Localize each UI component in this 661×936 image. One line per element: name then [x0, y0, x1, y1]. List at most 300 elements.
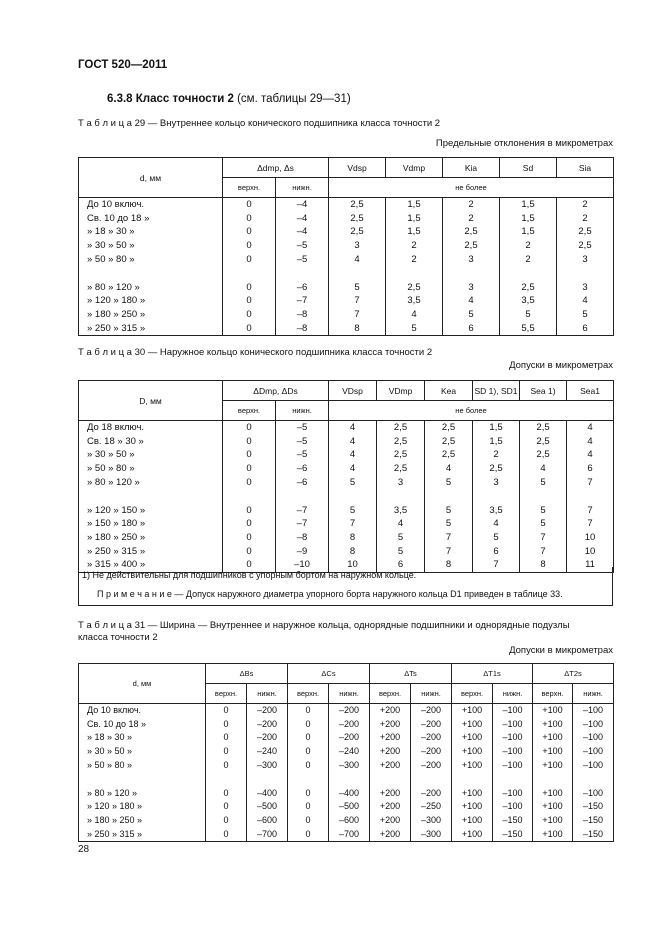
t30-cell: 2,5	[377, 462, 425, 476]
t29-header-d: d, мм	[79, 158, 223, 198]
t31-cell: –700	[329, 828, 370, 842]
t30-header-kea: Kea	[425, 381, 473, 401]
t31-cell: 0	[288, 828, 329, 842]
t31-cell: +100	[533, 828, 573, 842]
t29-cell: 3,5	[500, 294, 557, 308]
t30-cell: 8	[329, 545, 377, 559]
table30-footnote: 1) Не действительны для подшипников с упорным бортом на наружном кольце.	[82, 570, 417, 580]
t31-cell: –200	[247, 718, 288, 732]
t30-row-label: » 315 » 400 »	[79, 558, 223, 572]
t31-cell: –150	[573, 800, 614, 814]
t30-row-label: » 250 » 315 »	[79, 545, 223, 559]
t31-cell: –100	[493, 718, 533, 732]
t29-cell: 3,5	[386, 294, 443, 308]
t30-cell: 1,5	[473, 435, 520, 449]
t29-cell: 2,5	[557, 239, 614, 253]
t31-cell: –100	[573, 745, 614, 759]
t29-row-label	[79, 267, 223, 281]
t31-row	[79, 773, 614, 787]
t31-cell: 0	[288, 731, 329, 745]
t31-cell: +100	[533, 759, 573, 773]
t31-cell: +200	[370, 745, 411, 759]
t29-row	[79, 198, 614, 212]
t30-cell: 2,5	[520, 435, 567, 449]
t29-cell: 1,5	[386, 212, 443, 226]
t31-cell: –200	[411, 704, 452, 718]
t31-cell: –240	[247, 745, 288, 759]
t30-cell	[329, 490, 377, 504]
t29-cell: 7	[329, 294, 386, 308]
t31-cell: –100	[573, 718, 614, 732]
t29-cell: 6	[443, 322, 500, 336]
t29-header-sia: Sia	[557, 158, 614, 178]
t29-row	[79, 225, 614, 239]
t30-cell: 4	[520, 462, 567, 476]
t29-row	[79, 239, 614, 253]
t31-cell: 0	[206, 787, 247, 801]
t30-row	[79, 545, 614, 559]
t29-cell	[329, 267, 386, 281]
t30-row-label: Св. 18 » 30 »	[79, 435, 223, 449]
t31-cell: +200	[370, 814, 411, 828]
t30-header-d: D, мм	[79, 381, 223, 421]
t31-header-ts: ΔTs	[370, 664, 452, 684]
t30-cell: 4	[329, 435, 377, 449]
t31-cell: –100	[493, 800, 533, 814]
t30-cell: 4	[329, 448, 377, 462]
t31-cell: –500	[329, 800, 370, 814]
t31-row-label: До 10 включ.	[79, 704, 206, 718]
t31-cell: 0	[206, 828, 247, 842]
t29-header-sd: Sd	[500, 158, 557, 178]
table30-units: Допуски в микрометрах	[509, 360, 613, 371]
t29-cell: 1,5	[386, 225, 443, 239]
t31-cell	[329, 773, 370, 787]
t31-sub-lower: нижн.	[493, 684, 533, 704]
t29-sub-lower: нижн.	[276, 178, 329, 198]
t30-header-sd: SD 1), SD1	[473, 381, 520, 401]
t29-cell: –5	[276, 253, 329, 267]
t29-cell: –4	[276, 225, 329, 239]
t31-cell: 0	[288, 787, 329, 801]
t31-cell	[573, 773, 614, 787]
t30-cell: –10	[276, 558, 329, 572]
t30-row	[79, 421, 614, 435]
t31-cell: +100	[533, 718, 573, 732]
t31-cell: +200	[370, 800, 411, 814]
t31-cell	[411, 773, 452, 787]
t31-cell: –100	[573, 787, 614, 801]
t30-row	[79, 476, 614, 490]
t29-cell: –8	[276, 308, 329, 322]
t31-row-label	[79, 773, 206, 787]
t31-sub-lower: нижн.	[573, 684, 614, 704]
t30-cell: 3	[473, 476, 520, 490]
t29-cell: 1,5	[386, 198, 443, 212]
t30-cell: –5	[276, 421, 329, 435]
t30-cell: 5	[329, 504, 377, 518]
t31-cell: +200	[370, 828, 411, 842]
t31-row	[79, 704, 614, 718]
t30-cell: –6	[276, 462, 329, 476]
t30-cell: 2,5	[520, 421, 567, 435]
t30-row-label: » 150 » 180 »	[79, 517, 223, 531]
t29-cell: 2	[386, 253, 443, 267]
t31-cell: 0	[288, 718, 329, 732]
t31-cell: +200	[370, 731, 411, 745]
t29-cell	[500, 267, 557, 281]
t31-cell: +100	[452, 745, 493, 759]
t31-cell: –250	[411, 800, 452, 814]
t31-cell: 0	[288, 704, 329, 718]
t30-cell: 2	[473, 448, 520, 462]
t31-cell: –500	[247, 800, 288, 814]
t30-cell: 7	[425, 531, 473, 545]
t30-cell	[377, 490, 425, 504]
t30-cell: 5	[377, 531, 425, 545]
t30-cell: 6	[473, 545, 520, 559]
table29-caption: Т а б л и ц а 29 — Внутреннее кольцо конического подшипника класса точности 2	[78, 118, 441, 129]
t29-row	[79, 253, 614, 267]
t31-row	[79, 800, 614, 814]
t29-cell: 3	[557, 281, 614, 295]
t29-cell: 2,5	[557, 225, 614, 239]
t30-cell: 0	[223, 504, 276, 518]
t31-cell: –300	[329, 759, 370, 773]
t31-sub-upper: верхн.	[452, 684, 493, 704]
t30-cell: 2,5	[520, 448, 567, 462]
section-ref: (см. таблицы 29—31)	[237, 93, 351, 105]
t31-cell	[493, 773, 533, 787]
t30-cell: 0	[223, 545, 276, 559]
t30-cell: –9	[276, 545, 329, 559]
t29-cell: 5	[443, 308, 500, 322]
t31-cell: –100	[573, 731, 614, 745]
t30-cell: 5	[520, 504, 567, 518]
t29-cell: 5	[329, 281, 386, 295]
t30-cell: 8	[520, 558, 567, 572]
t29-cell: 5,5	[500, 322, 557, 336]
t31-row	[79, 759, 614, 773]
t29-cell: 0	[223, 322, 276, 336]
t29-cell: 4	[386, 308, 443, 322]
t30-row	[79, 435, 614, 449]
t30-row-label: » 120 » 150 »	[79, 504, 223, 518]
t31-cell: –100	[493, 759, 533, 773]
t31-cell: –150	[573, 828, 614, 842]
t29-cell: 1,5	[500, 225, 557, 239]
t31-cell: 0	[206, 731, 247, 745]
t29-header-vdsp: Vdsp	[329, 158, 386, 178]
t30-cell: –7	[276, 504, 329, 518]
t31-cell: +200	[370, 704, 411, 718]
t31-cell: +100	[452, 828, 493, 842]
t31-cell: 0	[206, 704, 247, 718]
t30-cell: 0	[223, 421, 276, 435]
t30-row	[79, 490, 614, 504]
t31-cell: –600	[247, 814, 288, 828]
t31-cell: –150	[493, 814, 533, 828]
t30-cell: 4	[567, 448, 614, 462]
t30-cell: 7	[473, 558, 520, 572]
section-title: 6.3.8 Класс точности 2	[107, 93, 234, 105]
t30-cell: 3,5	[473, 504, 520, 518]
t31-cell: –400	[247, 787, 288, 801]
t29-cell: 2,5	[329, 198, 386, 212]
t31-row	[79, 828, 614, 842]
t30-cell	[425, 490, 473, 504]
t30-cell: 7	[567, 476, 614, 490]
t30-sub-max: не более	[329, 401, 614, 421]
t30-cell: 5	[520, 517, 567, 531]
t29-cell: 2,5	[386, 281, 443, 295]
t30-cell: 0	[223, 558, 276, 572]
t30-cell: 10	[329, 558, 377, 572]
t29-row	[79, 281, 614, 295]
t30-cell: 7	[567, 517, 614, 531]
t31-cell	[206, 773, 247, 787]
t31-cell: +100	[533, 787, 573, 801]
t29-cell: 7	[329, 308, 386, 322]
t30-row-label: » 50 » 80 »	[79, 462, 223, 476]
t31-row	[79, 814, 614, 828]
t29-cell: 4	[443, 294, 500, 308]
t31-cell: +100	[452, 718, 493, 732]
t29-cell	[386, 267, 443, 281]
t30-cell: 7	[329, 517, 377, 531]
t31-cell: –200	[411, 787, 452, 801]
t31-sub-upper: верхн.	[288, 684, 329, 704]
t29-row-label: Св. 10 до 18 »	[79, 212, 223, 226]
t30-row-label	[79, 490, 223, 504]
t31-sub-lower: нижн.	[329, 684, 370, 704]
t31-row-label: » 30 » 50 »	[79, 745, 206, 759]
t31-cell: 0	[288, 759, 329, 773]
t31-cell: +100	[452, 731, 493, 745]
t29-sub-upper: верхн.	[223, 178, 276, 198]
section-heading	[107, 93, 351, 105]
t30-cell: 0	[223, 462, 276, 476]
t29-cell: –4	[276, 212, 329, 226]
t30-cell: 10	[567, 531, 614, 545]
t31-cell	[452, 773, 493, 787]
t29-row-label: » 30 » 50 »	[79, 239, 223, 253]
t30-cell: 6	[567, 462, 614, 476]
t29-cell: 0	[223, 198, 276, 212]
t30-cell: 7	[567, 504, 614, 518]
t29-cell: 0	[223, 294, 276, 308]
t29-cell: –7	[276, 294, 329, 308]
t31-cell: 0	[206, 814, 247, 828]
t29-row	[79, 212, 614, 226]
t30-cell: 8	[425, 558, 473, 572]
t30-cell: 8	[329, 531, 377, 545]
t30-row	[79, 462, 614, 476]
t29-row-label: » 50 » 80 »	[79, 253, 223, 267]
t31-cell: –200	[411, 745, 452, 759]
t30-cell: 2,5	[425, 448, 473, 462]
t30-cell: 5	[377, 545, 425, 559]
t31-cell: –300	[247, 759, 288, 773]
t29-cell: 2	[500, 253, 557, 267]
t31-cell: –200	[411, 731, 452, 745]
t29-row	[79, 322, 614, 336]
t31-cell: –400	[329, 787, 370, 801]
t31-header-cs: ΔCs	[288, 664, 370, 684]
t31-cell: 0	[206, 800, 247, 814]
t30-cell: –5	[276, 448, 329, 462]
t31-cell: +200	[370, 718, 411, 732]
t31-cell: –200	[329, 704, 370, 718]
t31-cell: –300	[411, 828, 452, 842]
t31-cell: +200	[370, 759, 411, 773]
table31-caption-line2: класса точности 2	[78, 632, 158, 643]
t31-cell: +100	[452, 704, 493, 718]
t31-cell: 0	[206, 759, 247, 773]
t31-row-label: Св. 10 до 18 »	[79, 718, 206, 732]
t31-sub-upper: верхн.	[533, 684, 573, 704]
t29-cell: 2	[557, 198, 614, 212]
t30-cell: 0	[223, 435, 276, 449]
t30-header-sea: Sea 1)	[520, 381, 567, 401]
t29-cell: 2	[500, 239, 557, 253]
t29-row	[79, 294, 614, 308]
t29-cell: 4	[329, 253, 386, 267]
t29-cell: 1,5	[500, 198, 557, 212]
t31-cell: 0	[288, 800, 329, 814]
table30	[78, 380, 614, 573]
t30-cell: 2,5	[425, 421, 473, 435]
t31-row	[79, 745, 614, 759]
t30-cell: 4	[567, 421, 614, 435]
t31-sub-lower: нижн.	[411, 684, 452, 704]
t30-cell	[567, 490, 614, 504]
t30-cell: 0	[223, 517, 276, 531]
table30-notes	[78, 567, 613, 606]
t29-cell	[223, 267, 276, 281]
t31-cell: –700	[247, 828, 288, 842]
t30-cell: 4	[329, 421, 377, 435]
t29-cell: 0	[223, 253, 276, 267]
t30-row	[79, 448, 614, 462]
t31-cell: +100	[452, 787, 493, 801]
t30-cell: 6	[377, 558, 425, 572]
t30-cell: 7	[520, 545, 567, 559]
t30-sub-upper: верхн.	[223, 401, 276, 421]
t30-cell: 11	[567, 558, 614, 572]
t29-cell: 0	[223, 308, 276, 322]
t30-cell: 5	[520, 476, 567, 490]
t31-cell: –150	[573, 814, 614, 828]
t29-cell: 2,5	[329, 212, 386, 226]
t31-cell: –100	[493, 731, 533, 745]
t29-header-kia: Kia	[443, 158, 500, 178]
t31-cell: +100	[533, 731, 573, 745]
t29-cell	[276, 267, 329, 281]
t29-cell: –8	[276, 322, 329, 336]
t31-cell	[370, 773, 411, 787]
t29-cell: 2	[386, 239, 443, 253]
t31-cell: –200	[411, 759, 452, 773]
t31-sub-upper: верхн.	[370, 684, 411, 704]
t31-sub-upper: верхн.	[206, 684, 247, 704]
t30-cell: 4	[473, 517, 520, 531]
t31-cell: –100	[493, 704, 533, 718]
t31-cell: 0	[206, 745, 247, 759]
t31-cell: 0	[288, 814, 329, 828]
t31-cell	[288, 773, 329, 787]
t31-cell: –100	[573, 704, 614, 718]
t31-cell: –200	[247, 704, 288, 718]
t30-cell: 3,5	[377, 504, 425, 518]
t31-row	[79, 731, 614, 745]
t29-cell: 2,5	[500, 281, 557, 295]
t31-cell: –200	[247, 731, 288, 745]
t30-cell: 1,5	[473, 421, 520, 435]
t30-cell: 4	[329, 462, 377, 476]
t31-cell: +100	[533, 745, 573, 759]
t30-cell: 5	[473, 531, 520, 545]
t30-cell: 10	[567, 545, 614, 559]
t30-cell: –6	[276, 476, 329, 490]
t29-row	[79, 308, 614, 322]
t29-sub-max: не более	[329, 178, 614, 198]
t31-row-label: » 250 » 315 »	[79, 828, 206, 842]
t29-cell: 3	[329, 239, 386, 253]
t31-cell: –100	[493, 787, 533, 801]
t29-cell: 5	[386, 322, 443, 336]
t31-cell: +100	[533, 800, 573, 814]
t31-row-label: » 80 » 120 »	[79, 787, 206, 801]
t29-cell: –4	[276, 198, 329, 212]
t29-cell: 3	[557, 253, 614, 267]
table29	[78, 157, 614, 336]
t31-row	[79, 718, 614, 732]
t29-cell: 2,5	[443, 239, 500, 253]
t30-cell: 7	[425, 545, 473, 559]
table30-caption: Т а б л и ц а 30 — Наружное кольцо конического подшипника класса точности 2	[78, 347, 433, 358]
t31-cell: –150	[493, 828, 533, 842]
t30-cell: 3	[377, 476, 425, 490]
t30-cell: 2,5	[473, 462, 520, 476]
document-header: ГОСТ 520—2011	[78, 59, 168, 71]
t31-row	[79, 787, 614, 801]
t30-cell: 2,5	[377, 421, 425, 435]
t30-cell: 4	[425, 462, 473, 476]
t29-row	[79, 267, 614, 281]
t31-cell	[247, 773, 288, 787]
t30-cell: 4	[567, 435, 614, 449]
t30-cell	[473, 490, 520, 504]
t30-cell: –8	[276, 531, 329, 545]
t31-row-label: » 120 » 180 »	[79, 800, 206, 814]
t30-cell: 5	[425, 504, 473, 518]
t31-cell: +100	[533, 814, 573, 828]
t30-cell: 4	[377, 517, 425, 531]
t29-cell: –5	[276, 239, 329, 253]
t31-cell: –600	[329, 814, 370, 828]
t30-cell: 2,5	[425, 435, 473, 449]
t31-header-t2s: ΔT2s	[533, 664, 614, 684]
t29-cell: 0	[223, 281, 276, 295]
table29-units: Предельные отклонения в микрометрах	[435, 138, 613, 149]
t29-row-label: » 18 » 30 »	[79, 225, 223, 239]
t29-row-label: » 120 » 180 »	[79, 294, 223, 308]
t30-header-vdmp: VDmp	[377, 381, 425, 401]
t29-cell: 0	[223, 225, 276, 239]
t29-cell: 0	[223, 212, 276, 226]
t29-header-vdmp: Vdmp	[386, 158, 443, 178]
